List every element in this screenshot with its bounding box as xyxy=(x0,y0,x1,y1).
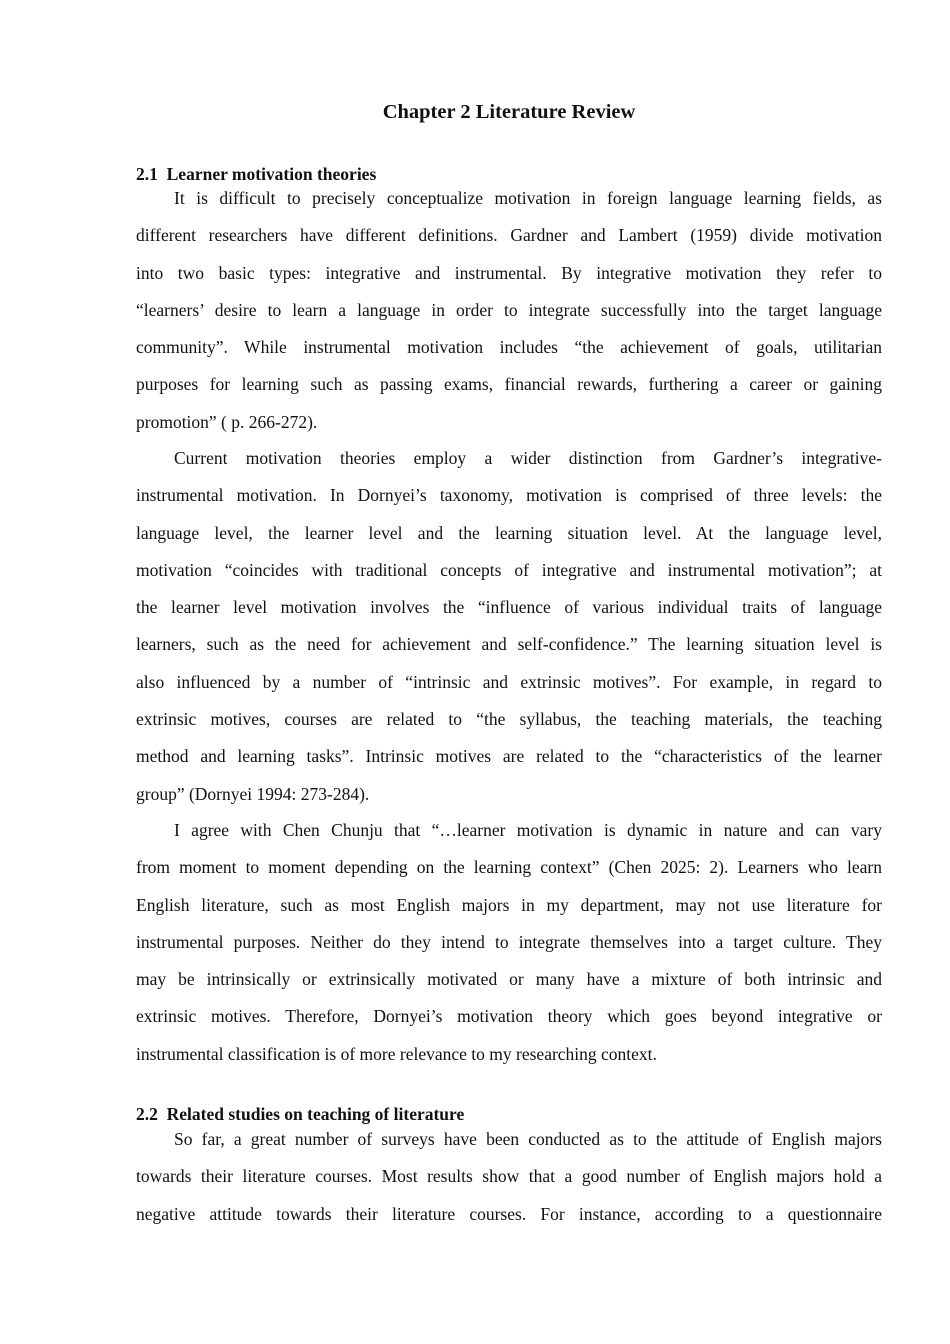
text-line: into two basic types: integrative and instrumental. By integrative motivation they refer to xyxy=(136,262,882,283)
text-line: motivation “coincides with traditional concepts of integrative and instrumental motivation”; at xyxy=(136,559,882,580)
text-line: It is difficult to precisely conceptualize motivation in foreign language learning fields, as xyxy=(174,188,882,208)
text-line: instrumental classification is of more relevance to my researching context. xyxy=(136,1043,657,1064)
text-line: “learners’ desire to learn a language in order to integrate successfully into the target language xyxy=(136,299,882,320)
text-line: different researchers have different definitions. Gardner and Lambert (1959) divide motivation xyxy=(136,225,882,246)
text-line: towards their literature courses. Most results show that a good number of English majors hold a xyxy=(136,1166,882,1187)
text-line: instrumental motivation. In Dornyei’s taxonomy, motivation is comprised of three levels: the xyxy=(136,485,882,506)
text-line: group” (Dornyei 1994: 273-284). xyxy=(136,783,370,804)
text-line: Current motivation theories employ a wider distinction from Gardner’s integrative- xyxy=(174,448,882,468)
text-line: method and learning tasks”. Intrinsic motives are related to the “characteristics of the learner xyxy=(136,746,882,767)
text-line: language level, the learner level and the learning situation level. At the language level, xyxy=(136,522,882,543)
text-line: I agree with Chen Chunju that “…learner motivation is dynamic in nature and can vary xyxy=(174,820,882,840)
section-heading-2-2: 2.2 Related studies on teaching of literature xyxy=(136,1104,465,1124)
text-line: negative attitude towards their literature courses. For instance, according to a questionnaire xyxy=(136,1203,882,1224)
text-line: extrinsic motives. Therefore, Dornyei’s motivation theory which goes beyond integrative or xyxy=(136,1006,882,1027)
text-line: extrinsic motives, courses are related to “the syllabus, the teaching materials, the teaching xyxy=(136,709,882,730)
text-line: learners, such as the need for achievement and self-confidence.” The learning situation level is xyxy=(136,634,882,655)
text-line: the learner level motivation involves the “influence of various individual traits of language xyxy=(136,597,882,618)
paragraph-1 xyxy=(136,180,882,441)
paragraph-3 xyxy=(136,812,882,1073)
text-line: purposes for learning such as passing exams, financial rewards, furthering a career or gaining xyxy=(136,374,882,395)
section-heading-2-1: 2.1 Learner motivation theories xyxy=(136,164,377,184)
text-line: may be intrinsically or extrinsically motivated or many have a mixture of both intrinsic and xyxy=(136,969,882,990)
text-line: promotion” ( p. 266-272). xyxy=(136,411,318,432)
text-line: So far, a great number of surveys have been conducted as to the attitude of English majors xyxy=(174,1129,882,1149)
text-line: instrumental purposes. Neither do they intend to integrate themselves into a target culture. They xyxy=(136,931,882,952)
text-line: also influenced by a number of “intrinsic and extrinsic motives”. For example, in regard to xyxy=(136,671,882,692)
text-line: English literature, such as most English majors in my department, may not use literature for xyxy=(136,894,882,915)
text-line: from moment to moment depending on the learning context” (Chen 2025: 2). Learners who learn xyxy=(136,857,882,878)
paragraph-4 xyxy=(136,1121,882,1233)
chapter-title: Chapter 2 Literature Review xyxy=(382,101,636,123)
text-line: community”. While instrumental motivation includes “the achievement of goals, utilitarian xyxy=(136,337,882,358)
paragraph-2 xyxy=(136,440,882,813)
